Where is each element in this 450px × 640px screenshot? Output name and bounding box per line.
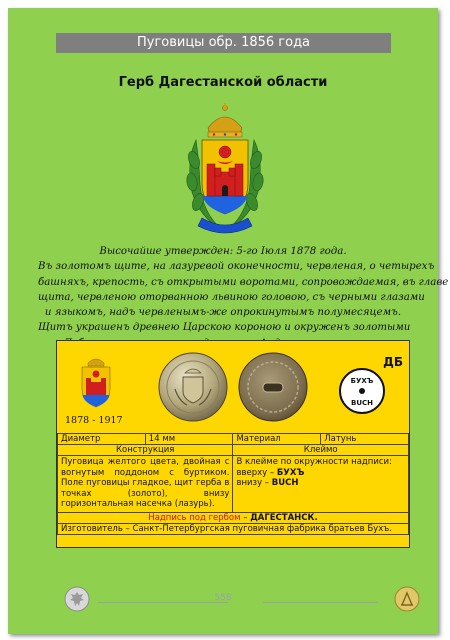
button-card [56, 340, 410, 548]
page [8, 8, 449, 634]
under-coat-dash: – [240, 512, 251, 523]
stamp-top-text: БУХЪ [350, 377, 374, 385]
button-front-image [157, 351, 229, 423]
header-title: Пуговицы обр. 1856 года [56, 33, 391, 53]
section-title: Герб Дагестанской области [118, 75, 328, 90]
years-label: 1878 - 1917 [65, 415, 123, 426]
manufacturer-text: Изготовитель – Санкт-Петербургская пуговичная фабрика братьев Бухъ. [58, 523, 409, 534]
diameter-label: Диаметр [58, 434, 146, 445]
description-line: Въ золотомъ щите, на лазуревой оконечности, червленая, о четырехъ [38, 261, 435, 273]
construction-text: Пуговица желтого цвета, двойная с вогнутым поддоном с буртиком. Поле пуговицы гладкое, щит герба в точках (золото), внизу горизонтальная насечка (лазурь). [58, 456, 233, 513]
mark-intro: В клейме по окружности надписи: [236, 457, 392, 467]
button-back-image [237, 351, 309, 423]
table-row [58, 456, 409, 513]
table-row [58, 445, 409, 456]
table-row [58, 434, 409, 445]
stamp-bottom-text: BUCH [350, 399, 374, 407]
mark-text [233, 456, 409, 513]
coat-description [38, 244, 449, 351]
material-label: Материал [233, 434, 321, 445]
mark-header: Клеймо [233, 445, 409, 456]
description-line: Щитъ украшенъ древнею Царскою короною и окруженъ золотыми [38, 322, 411, 334]
diameter-value: 14 мм [145, 434, 233, 445]
mark-top-value: БУХЪ [276, 467, 305, 478]
mark-bottom-value: BUCH [271, 478, 299, 488]
under-coat-value: ДАГЕСТАНСК. [250, 512, 318, 523]
catalog-code: ДБ [383, 355, 403, 369]
construction-header: Конструкция [58, 445, 233, 456]
monogram-medal-icon [394, 586, 420, 612]
table-row [58, 512, 409, 523]
mark-top-prefix: вверху – [236, 467, 277, 478]
info-table [57, 433, 409, 535]
maker-mark-stamp [338, 367, 386, 415]
under-coat-inscription [58, 512, 409, 523]
description-line: Высочайше утвержден: 5-го Іюля 1878 года. [99, 246, 347, 257]
table-row [58, 523, 409, 534]
mark-bottom-prefix: внизу – [236, 478, 272, 488]
description-line: щита, червленою оторванною львиною головою, съ черными глазами [38, 291, 425, 303]
mini-coat-of-arms-image [79, 357, 113, 409]
mark-top-line [236, 468, 405, 479]
mark-bottom-line [236, 478, 405, 489]
eagle-medal-icon [64, 586, 90, 612]
under-coat-label: Надпись под гербом [148, 512, 241, 523]
description-line: башняхъ, крепость, съ открытыми воротами, сопровождаемая, въ главе [38, 276, 449, 288]
description-line: и языкомъ, надъ червленымъ-же опрокинутымъ полумесяцемъ. [44, 307, 402, 319]
coat-of-arms-image [182, 100, 268, 238]
material-value: Латунь [321, 434, 409, 445]
page-number: 558 [214, 593, 232, 603]
